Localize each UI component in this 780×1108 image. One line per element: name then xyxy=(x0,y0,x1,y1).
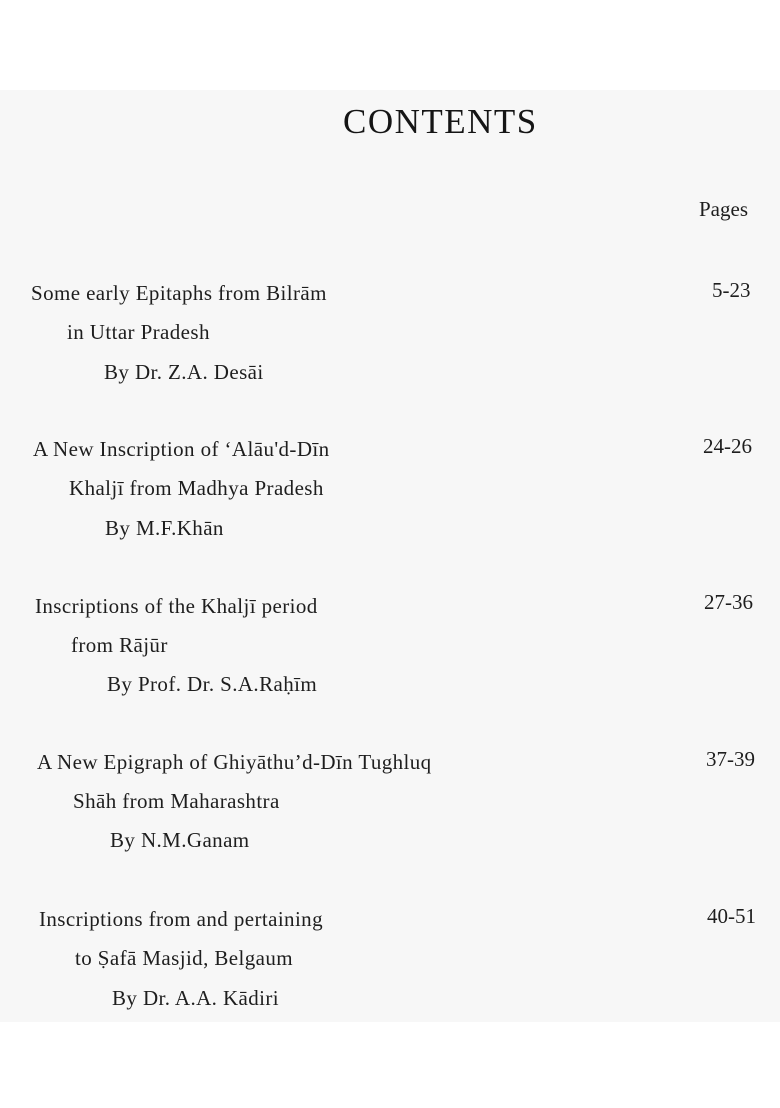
entry-page-range: 40-51 xyxy=(707,904,756,928)
entry-title-line2: in Uttar Pradesh xyxy=(67,320,210,344)
entry-page-range: 27-36 xyxy=(704,590,753,614)
entry-title-line2: Khaljī from Madhya Pradesh xyxy=(69,476,324,500)
page-bottom-margin xyxy=(0,1022,780,1108)
entry-page-range: 5-23 xyxy=(712,278,751,302)
entry-author: By Dr. Z.A. Desāi xyxy=(104,360,264,384)
pages-column-heading: Pages xyxy=(699,197,748,221)
page-title: CONTENTS xyxy=(343,102,538,141)
entry-page-range: 37-39 xyxy=(706,747,755,771)
page-top-margin xyxy=(0,0,780,90)
entry-author: By Dr. A.A. Kādiri xyxy=(112,986,280,1010)
entry-page-range: 24-26 xyxy=(703,434,752,458)
entry-title-line2: to Ṣafā Masjid, Belgaum xyxy=(75,946,294,970)
entry-title-line2: Shāh from Maharashtra xyxy=(73,789,280,813)
entry-title-line2: from Rājūr xyxy=(71,633,168,657)
entry-author: By M.F.Khān xyxy=(105,516,224,540)
entry-title-line1: Inscriptions of the Khaljī period xyxy=(35,594,318,618)
entry-title-line1: Some early Epitaphs from Bilrām xyxy=(31,281,327,305)
entry-title-line1: A New Epigraph of Ghiyāthu’d-Dīn Tughluq xyxy=(37,750,432,774)
entry-author: By N.M.Ganam xyxy=(110,828,250,852)
entry-author: By Prof. Dr. S.A.Raḥīm xyxy=(107,672,318,696)
entry-title-line1: A New Inscription of ‘Alāu'd-Dīn xyxy=(33,437,330,461)
entry-title-line1: Inscriptions from and pertaining xyxy=(39,907,323,931)
